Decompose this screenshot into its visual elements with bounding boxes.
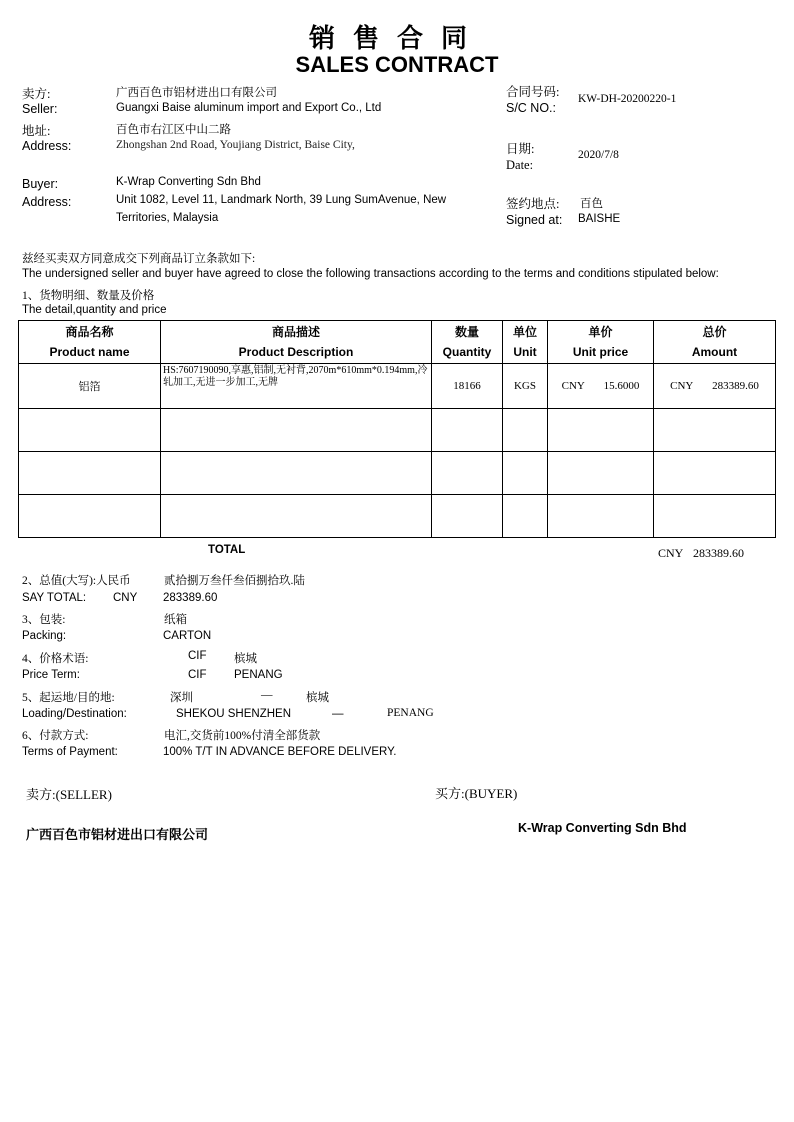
say-total-amount: 283389.60 — [163, 592, 218, 604]
say-total-label: SAY TOTAL: — [22, 592, 87, 604]
seller-signature-name: 广西百色市铝材进出口有限公司 — [26, 827, 209, 842]
date-label-cn: 日期: — [506, 142, 535, 156]
header-description: 商品描述 Product Description — [161, 321, 432, 364]
product-name-cell: 铝箔 — [19, 364, 161, 409]
title-english: SALES CONTRACT — [295, 52, 499, 77]
unit-price-cell: CNY 15.6000 — [548, 364, 654, 409]
loading-dash-en: — — [332, 708, 344, 720]
say-total-currency: CNY — [113, 592, 138, 604]
loading-label-cn: 5、起运地/目的地: — [22, 692, 115, 704]
price-term-code-en: CIF — [188, 669, 207, 681]
intro-en: The undersigned seller and buyer have agreed to close the following transactions according to the terms and conditions stipulated below: — [22, 268, 719, 280]
payment-label-cn: 6、付款方式: — [22, 730, 89, 742]
header-quantity: 数量 Quantity — [432, 321, 503, 364]
total-amount: 283389.60 — [693, 546, 744, 560]
date-label-en: Date: — [506, 158, 534, 172]
loading-to-cn: 槟城 — [306, 692, 329, 704]
total-words-label: 2、总值(大写):人民币 — [22, 575, 131, 587]
sc-label-en: S/C NO.: — [506, 101, 557, 115]
payment-en: 100% T/T IN ADVANCE BEFORE DELIVERY. — [163, 746, 397, 758]
total-currency: CNY — [658, 546, 684, 560]
signed-place-cn: 百色 — [580, 198, 603, 210]
seller-signature-label: 卖方:(SELLER) — [26, 787, 112, 802]
seller-address-en: Zhongshan 2nd Road, Youjiang District, Baise City, — [116, 139, 355, 151]
buyer-address-line2: Territories, Malaysia — [116, 212, 219, 224]
total-words: 贰拾捌万叁仟叁佰捌拾玖.陆 — [164, 575, 305, 587]
amount-cell: CNY 283389.60 — [654, 364, 776, 409]
loading-from-en: SHEKOU SHENZHEN — [176, 708, 292, 720]
seller-address-label-cn: 地址: — [22, 124, 51, 138]
title-chinese: 销售合同 — [308, 24, 485, 53]
header-unit-price: 单价 Unit price — [548, 321, 654, 364]
table-row-empty — [19, 495, 776, 538]
buyer-name: K-Wrap Converting Sdn Bhd — [116, 176, 261, 188]
seller-label-en: Seller: — [22, 102, 58, 116]
buyer-address-line1: Unit 1082, Level 11, Landmark North, 39 Lung SumAvenue, New — [116, 194, 447, 206]
buyer-signature-name: K-Wrap Converting Sdn Bhd — [518, 821, 687, 835]
header-amount: 总价 Amount — [654, 321, 776, 364]
price-term-label-en: Price Term: — [22, 669, 80, 681]
sc-number: KW-DH-20200220-1 — [578, 93, 677, 105]
buyer-label: Buyer: — [22, 177, 59, 191]
seller-address-cn: 百色市右江区中山二路 — [116, 124, 231, 136]
loading-to-en: PENANG — [387, 707, 434, 719]
table-header-row — [19, 321, 776, 364]
payment-cn: 电汇,交货前100%付清全部货款 — [164, 730, 321, 742]
intro-cn: 兹经买卖双方同意成交下列商品订立条款如下: — [22, 253, 256, 265]
product-description-cell: HS:7607190090,享惠,铝制,无衬背,2070m*610mm*0.194mm,冷轧加工,无进一步加工,无牌 — [161, 364, 432, 409]
packing-label-cn: 3、包装: — [22, 614, 66, 626]
signed-place-en: BAISHE — [578, 213, 621, 225]
price-term-city-en: PENANG — [234, 669, 283, 681]
goods-table — [18, 320, 776, 538]
seller-name-cn: 广西百色市铝材进出口有限公司 — [116, 87, 277, 99]
header-unit: 单位 Unit — [503, 321, 548, 364]
signed-label-cn: 签约地点: — [506, 197, 560, 211]
signed-label-en: Signed at: — [506, 213, 563, 227]
payment-label-en: Terms of Payment: — [22, 746, 118, 758]
buyer-address-label: Address: — [22, 195, 72, 209]
seller-address-label-en: Address: — [22, 139, 72, 153]
loading-from-cn: 深圳 — [170, 692, 193, 704]
seller-label-cn: 卖方: — [22, 87, 51, 101]
loading-dash-cn: — — [261, 689, 273, 701]
price-term-city-cn: 槟城 — [234, 653, 257, 665]
packing-cn: 纸箱 — [164, 614, 187, 626]
section1-en: The detail,quantity and price — [22, 304, 167, 316]
header-product-name: 商品名称 Product name — [19, 321, 161, 364]
quantity-cell: 18166 — [432, 364, 503, 409]
section1-cn: 1、货物明细、数量及价格 — [22, 290, 155, 302]
table-row — [19, 364, 776, 409]
unit-cell: KGS — [503, 364, 548, 409]
contract-date: 2020/7/8 — [578, 149, 619, 161]
loading-label-en: Loading/Destination: — [22, 708, 127, 720]
table-row-empty — [19, 409, 776, 452]
table-row-empty — [19, 452, 776, 495]
packing-en: CARTON — [163, 630, 212, 642]
sc-label-cn: 合同号码: — [506, 85, 560, 99]
buyer-signature-label: 买方:(BUYER) — [435, 786, 518, 801]
seller-name-en: Guangxi Baise aluminum import and Export Co., Ltd — [116, 102, 382, 114]
price-term-label-cn: 4、价格术语: — [22, 653, 89, 665]
packing-label-en: Packing: — [22, 630, 67, 642]
total-label: TOTAL — [208, 544, 246, 556]
price-term-code-cn: CIF — [188, 650, 207, 662]
